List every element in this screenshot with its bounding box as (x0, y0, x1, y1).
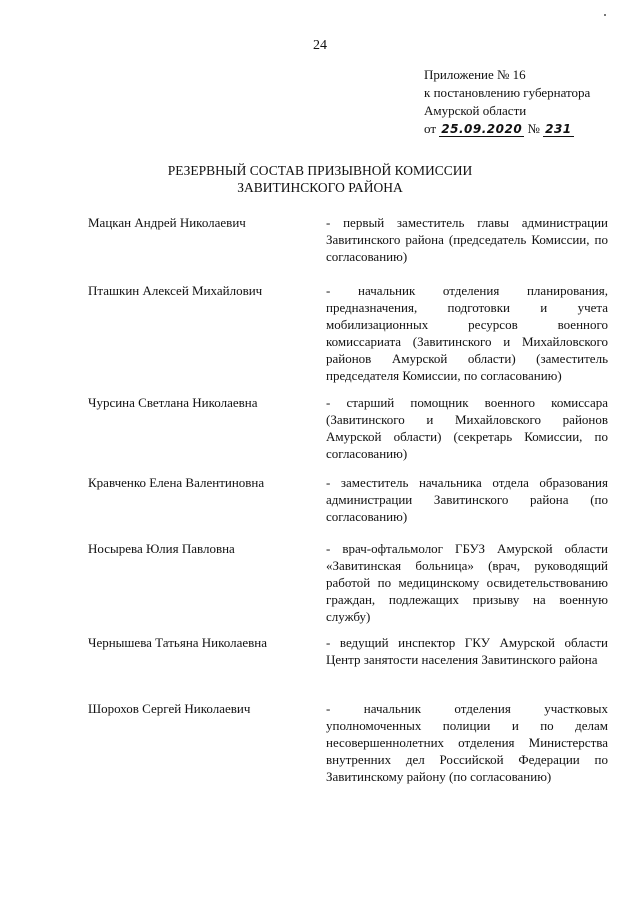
member-name: Носырева Юлия Павловна (88, 541, 235, 556)
appendix-block (424, 66, 590, 138)
member-role: - заместитель начальника отдела образования администрации Завитинского района (по согласованию) (326, 475, 608, 524)
member-name: Пташкин Алексей Михайлович (88, 283, 263, 298)
member-role: - старший помощник военного комиссара (Завитинского и Михайловского районов Амурской области) (секретарь Комиссии, по согласованию) (326, 395, 608, 461)
appendix-title: Приложение № 16 (424, 67, 526, 82)
member-role: - ведущий инспектор ГКУ Амурской области Центр занятости населения Завитинского района (326, 635, 608, 667)
handwritten-date: 25.09.2020 (441, 122, 523, 136)
page-number: 24 (313, 38, 327, 53)
handwritten-number: 231 (545, 122, 572, 136)
number-prefix: № (527, 121, 540, 136)
member-role: - начальник отделения участковых уполномоченных полиции и по делам несовершеннолетних отделения Министерства внутренних дел Российской Федерации по Завитинскому району (по согласованию) (326, 701, 608, 784)
document-heading (0, 162, 640, 196)
member-name: Шорохов Сергей Николаевич (88, 701, 251, 716)
heading-line-1: РЕЗЕРВНЫЙ СОСТАВ ПРИЗЫВНОЙ КОМИССИИ (167, 163, 473, 178)
member-role: - начальник отделения планирования, предназначения, подготовки и учета мобилизационных ресурсов военного комиссариата (Завитинского и Михайловского районов Амурской области) (заместитель председателя Комиссии, по согласованию) (326, 283, 608, 383)
member-role: - врач-офтальмолог ГБУЗ Амурской области «Завитинская больница» (врач, руководящий работой по медицинскому освидетельствованию граждан, подлежащих призыву на военную службу) (326, 541, 608, 624)
member-role: - первый заместитель главы администрации Завитинского района (председатель Комиссии, по согласованию) (326, 215, 608, 264)
member-name: Чурсина Светлана Николаевна (88, 395, 258, 410)
scan-speck (604, 14, 606, 16)
member-name: Мацкан Андрей Николаевич (88, 215, 246, 230)
member-name: Кравченко Елена Валентиновна (88, 475, 265, 490)
date-prefix: от (424, 121, 437, 136)
heading-line-2: ЗАВИТИНСКОГО РАЙОНА (237, 180, 403, 195)
appendix-date-line (424, 120, 590, 138)
member-name: Чернышева Татьяна Николаевна (88, 635, 268, 650)
appendix-region: Амурской области (424, 103, 527, 118)
appendix-decree: к постановлению губернатора (424, 85, 591, 100)
